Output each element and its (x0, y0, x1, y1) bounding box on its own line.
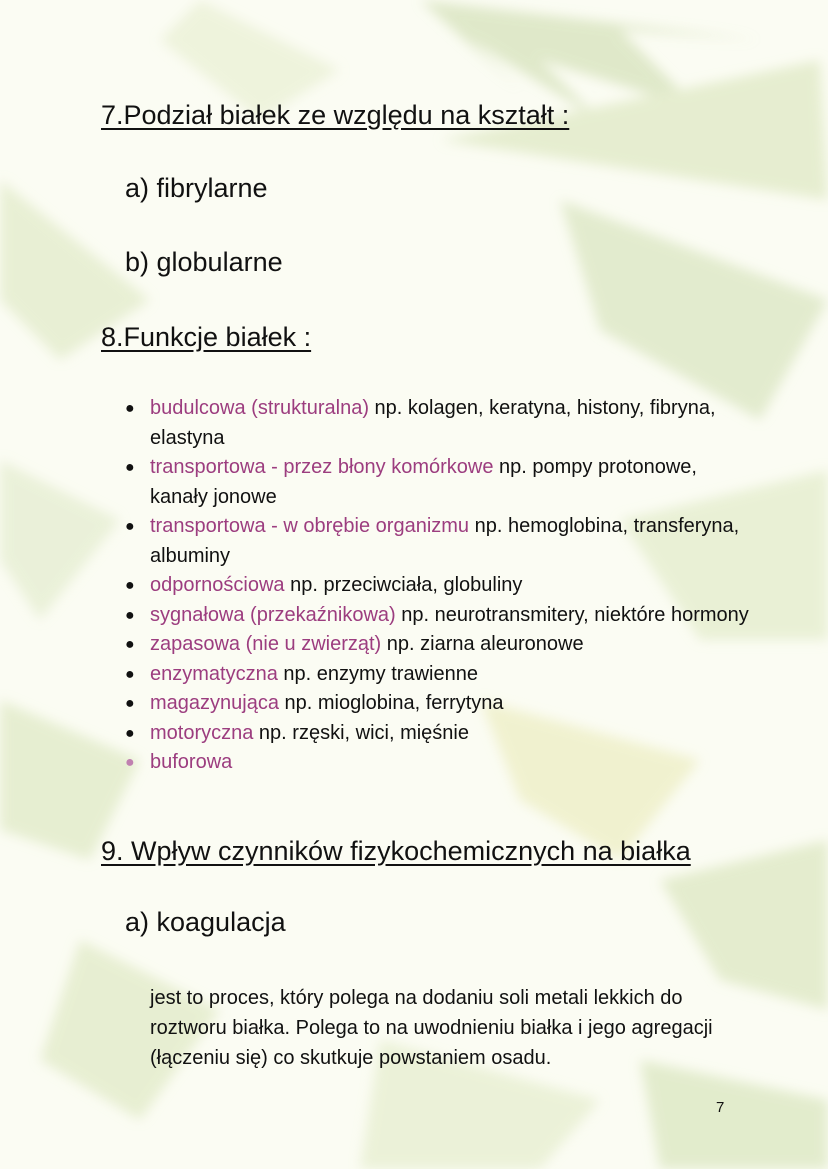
bullet-icon: ● (125, 754, 135, 771)
section7-item-a: a) fibrylarne (125, 173, 268, 203)
function-example: np. kolagen, keratyna, histony, fibryna, elastyna (150, 397, 716, 449)
function-example: np. enzymy trawienne (277, 662, 478, 685)
bullet-icon: ● (125, 695, 135, 712)
list-item (125, 571, 750, 601)
bullet-icon: ● (125, 636, 135, 653)
page-number: 7 (716, 1099, 725, 1116)
function-example: np. rzęski, wici, mięśnie (253, 721, 469, 744)
list-item (125, 394, 750, 453)
bullet-icon: ● (125, 577, 135, 594)
bullet-icon: ● (125, 724, 135, 742)
bullet-icon: ● (125, 459, 135, 476)
function-name: buforowa (150, 751, 233, 773)
function-example: np. hemoglobina, transferyna, albuminy (150, 515, 740, 567)
section9-heading: 9. Wpływ czynników fizykochemicznych na białka (101, 836, 691, 866)
function-name: budulcowa (strukturalna) (150, 397, 369, 419)
bullet-icon: ● (125, 400, 135, 417)
function-name: magazynująca (150, 692, 279, 714)
functions-list (125, 394, 750, 778)
list-item (125, 453, 750, 512)
section9-subheading: a) koagulacja (125, 907, 286, 937)
list-item (125, 719, 750, 749)
list-item (125, 660, 750, 690)
function-example: np. ziarna aleuronowe (381, 633, 584, 655)
function-name: odpornościowa (150, 574, 285, 596)
function-example: np. przeciwciała, globuliny (284, 574, 523, 596)
function-name: enzymatyczna (150, 662, 278, 685)
section9-paragraph: jest to proces, który polega na dodaniu soli metali lekkich do roztworu białka. Polega to na uwodnieniu białka i jego agregacji (łączeniu się) co skutkuje powstaniem osadu. (150, 987, 713, 1069)
function-example: np. pompy protonowe, kanały jonowe (150, 456, 697, 508)
function-name: motoryczna (150, 721, 254, 744)
function-name: zapasowa (nie u zwierząt) (150, 633, 382, 655)
bullet-icon: ● (125, 518, 135, 535)
bullet-icon: ● (125, 606, 135, 624)
function-name: transportowa - przez błony komórkowe (150, 456, 494, 478)
function-example: np. mioglobina, ferrytyna (278, 692, 504, 714)
function-name: sygnałowa (przekaźnikowa) (150, 603, 396, 626)
list-item (125, 512, 750, 571)
section8-heading: 8.Funkcje białek : (101, 322, 312, 352)
list-item (125, 630, 750, 660)
function-name: transportowa - w obrębie organizmu (150, 515, 470, 537)
bullet-icon: ● (125, 665, 135, 683)
function-example: np. neurotransmitery, niektóre hormony (395, 603, 749, 626)
list-item (125, 689, 750, 719)
list-item (125, 748, 750, 778)
section7-item-b: b) globularne (125, 247, 283, 277)
list-item (125, 601, 750, 631)
section7-heading: 7.Podział białek ze względu na kształt : (101, 100, 570, 130)
